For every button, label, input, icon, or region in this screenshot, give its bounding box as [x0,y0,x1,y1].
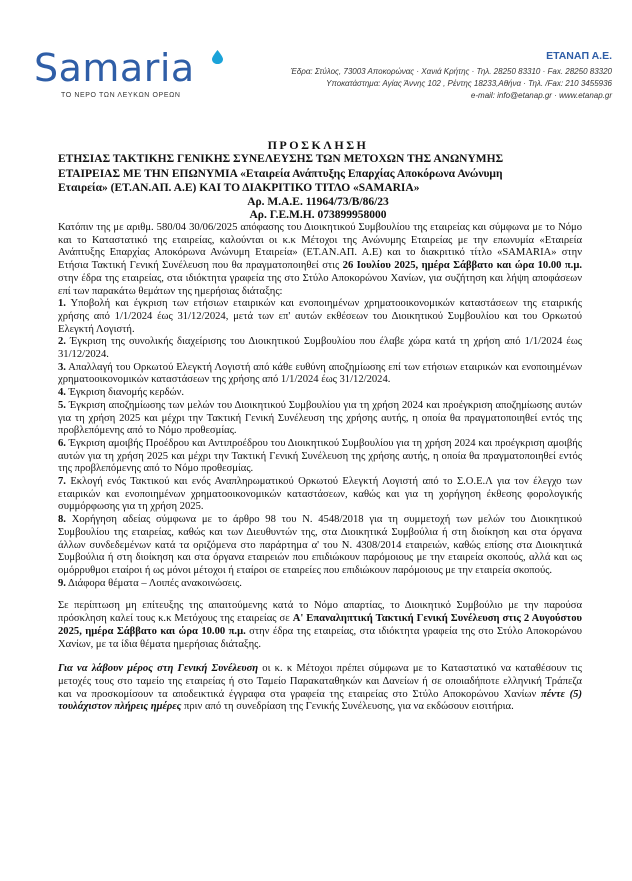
invitation-titles [58,138,578,223]
company-contact: e-mail: info@etanap.gr · www.etanap.gr [470,91,612,100]
spacer [58,651,582,663]
agenda-item: 3. Απαλλαγή του Ορκωτού Ελεγκτή Λογιστή από κάθε ευθύνη αποζημίωσης επί των ετήσιων εταιρικών και ενοποιημένων χρηματοοικονομικών καταστάσεων της χρήσης από 1/1/2024 έως 31/12/2024. [58,361,582,386]
agenda-item: 7. Εκλογή ενός Τακτικού και ενός Αναπληρωματικού Ορκωτού Ελεγκτή Λογιστή από το Σ.Ο.Ε.Λ για τον έλεγχο των εταιρικών και ενοποιημένων χρηματοοικονομικών καταστάσεων, καθώς και για τη χορήγηση έκθεσης φορολογικής συμμόρφωσης για τη χρήση 2025. [58,476,582,513]
agenda-item: 9. Διάφορα θέματα – Λοιπές ανακοινώσεις. [58,577,242,589]
agenda-item: 2. Έγκριση της συνολικής διαχείρισης του Διοικητικού Συμβουλίου που έλαβε χώρα κατά τη χρήση από 1/1/2024 έως 31/12/2024. [58,336,582,361]
registry-number-mae: Αρ. Μ.Α.Ε. 11964/73/Β/86/23 [247,195,389,208]
agenda-item: 5. Έγκριση αποζημίωσης των μελών του Διοικητικού Συμβουλίου για τη χρήση 2024 και προέγκριση αποζημίωσης αυτών για τη χρήση 2025 και μέχρι την Τακτική Γενική Συνέλευση της χρήσης αυτής, η οποία θα πραγματοποιηθεί εντός της προβλεπόμενης από το Νόμο προθεσμίας. [58,399,582,437]
title-line-2: ΕΤΑΙΡΕΙΑΣ ΜΕ ΤΗΝ ΕΠΩΝΥΜΙΑ «Εταιρεία Ανάπτυξης Επαρχίας Αποκόρωνα Ανώνυμη [58,167,503,180]
intro-paragraph: Κατόπιν της με αριθμ. 580/04 30/06/2025 απόφασης του Διοικητικού Συμβουλίου της εταιρείας και σύμφωνα με το Νόμο και το Καταστατικό της εταιρείας, καλούνται οι κ.κ Μέτοχοι της Ανώνυμης Εταιρείας με την επωνυμία «Εταιρεία Ανάπτυξης Επαρχίας Αποκόρωνα Ανώνυμη Εταιρεία» (ΕΤ.ΑΝ.ΑΠ. Α.Ε) και το διακριτικό τίτλο «SAMARIA» στην Ετήσια Τακτική Γενική Συνέλευση που θα πραγματοποιηθεί στις 26 Ιουλίου 2025, ημέρα Σάββατο και ώρα 10.00 π.μ. στην έδρα της εταιρείας, στα ιδιόκτητα γραφεία της στο Στύλο Αποκορώνου Χανίων, για συζήτηση και λήψη αποφάσεων επί των παρακάτω θεμάτων της ημερήσιας διάταξης: [58,222,582,297]
agenda-item: 1. Υποβολή και έγκριση των ετήσιων εταιρικών και ενοποιημένων χρηματοοικονομικών καταστάσεων της εταιρικής χρήσης από 1/1/2024 έως 31/12/2024, μετά των επ' αυτών εκθέσεων του Διοικητικού Συμβουλίου και του Ορκωτού Ελεγκτή Λογιστή. [58,298,582,335]
agenda-item: 6. Έγκριση αμοιβής Προέδρου και Αντιπροέδρου του Διοικητικού Συμβουλίου για τη χρήση 2024 και προέγκριση αμοιβής αυτών για τη χρήση 2025 και μέχρι την Τακτική Γενική Συνέλευση της χρήσης αυτής, η οποία θα πραγματοποιηθεί εντός της προβλεπόμενης από το Νόμο προθεσμίας. [58,437,582,475]
meeting-date: 26 Ιουλίου 2025, ημέρα Σάββατο και ώρα 10.00 π.μ. [342,260,582,272]
spacer [58,590,582,600]
water-drop-icon [212,50,223,64]
repeat-meeting-paragraph: Σε περίπτωση μη επίτευξης της απαιτούμενης κατά το Νόμο απαρτίας, το Διοικητικό Συμβούλιο με την παρούσα πρόσκληση καλεί τους κ.κ Μετόχους της εταιρείας σε Α' Επαναληπτική Τακτική Γενική Συνέλευση στις 2 Αυγούστου 2025, ημέρα Σάββατο και ώρα 10.00 π.μ. στην έδρα της εταιρείας, στα ιδιόκτητα γραφεία της στο Στύλο Αποκορώνου Χανίων, με τα ίδια θέματα ημερήσιας διάταξης. [58,600,582,650]
invitation-heading: ΠΡΟΣΚΛΗΣΗ [267,138,369,152]
agenda-item: 8. Χορήγηση αδείας σύμφωνα με το άρθρο 98 του Ν. 4548/2018 για τη συμμετοχή των μελών του Διοικητικού Συμβουλίου της εταιρείας, καθώς και των Διευθυντών της, στα Διοικητικά Συμβούλια ή στη διοίκηση και στα όργανα άλλων συνδεδεμένων κατά τα οριζόμενα στο παράρτημα α' του Ν. 4308/2014 εταιρειών, καθώς επίσης στα Διοικητικά Συμβούλια ή στη διοίκηση και στα όργανα εταιρειών που επιδιώκουν παρόμοιους με την εταιρεία σκοπούς, αλλά και ως ομόρρυθμοι εταίροι ή ως μόνοι μέτοχοι ή εταίροι σε εταιρείες που επιδιώκουν παρόμοιους με την εταιρεία σκοπούς. [58,514,582,576]
agenda-item: 4. Έγκριση διανομής κερδών. [58,387,185,399]
company-address: Έδρα: Στύλος, 73003 Αποκορώνας · Χανιά Κρήτης · Τηλ. 28250 83310 · Fax. 28250 83320 [290,67,612,76]
title-line-1: ΕΤΗΣΙΑΣ ΤΑΚΤΙΚΗΣ ΓΕΝΙΚΗΣ ΣΥΝΕΛΕΥΣΗΣ ΤΩΝ ΜΕΤΟΧΩΝ ΤΗΣ ΑΝΩΝΥΜΗΣ [58,153,504,165]
document-body [58,222,582,714]
company-details [290,50,612,102]
agenda-list [58,298,582,590]
samaria-logo [34,48,224,98]
title-line-3: Εταιρεία» (ΕΤ.ΑΝ.ΑΠ. Α.Ε) ΚΑΙ ΤΟ ΔΙΑΚΡΙΤΙΚΟ ΤΙΤΛΟ «SAMARIA» [58,182,420,194]
company-branch: Υποκατάστημα: Αγίας Άννης 102 , Ρέντης 18233,Αθήνα · Τηλ. /Fax: 210 3455936 [326,79,612,88]
company-name: ΕΤΑΝΑΠ Α.Ε. [546,50,612,62]
logo-tagline: ΤΟ ΝΕΡΟ ΤΩΝ ΛΕΥΚΩΝ ΟΡΕΩΝ [61,92,181,99]
logo-wordmark: Samaria [34,46,195,90]
participation-paragraph: Για να λάβουν μέρος στη Γενική Συνέλευση οι κ. κ Μέτοχοι πρέπει σύμφωνα με το Καταστατικό να καταθέσουν τις μετοχές τους στο ταμείο της εταιρείας ή στο Ταμείο Παρακαταθηκών και Δανείων ή σε οποιαδήποτε ελληνική Τράπεζα και να προσκομίσουν τα αποδεικτικά έγγραφα στα γραφεία της εταιρείας στο Στύλο Αποκορώνου Χανίων πέντε (5) τουλάχιστον πλήρεις ημέρες πριν από τη συνεδρίαση της Γενικής Συνέλευσης, για να εκδώσουν εισιτήρια. [58,663,582,713]
repeat-meeting-date: Α' Επαναληπτική Τακτική Γενική Συνέλευση στις 2 Αυγούστου 2025, ημέρα Σάββατο και ώρα 10.00 π.μ. [58,613,582,637]
registry-number-gemi: Αρ. Γ.Ε.Μ.Η. 073899958000 [249,209,387,221]
